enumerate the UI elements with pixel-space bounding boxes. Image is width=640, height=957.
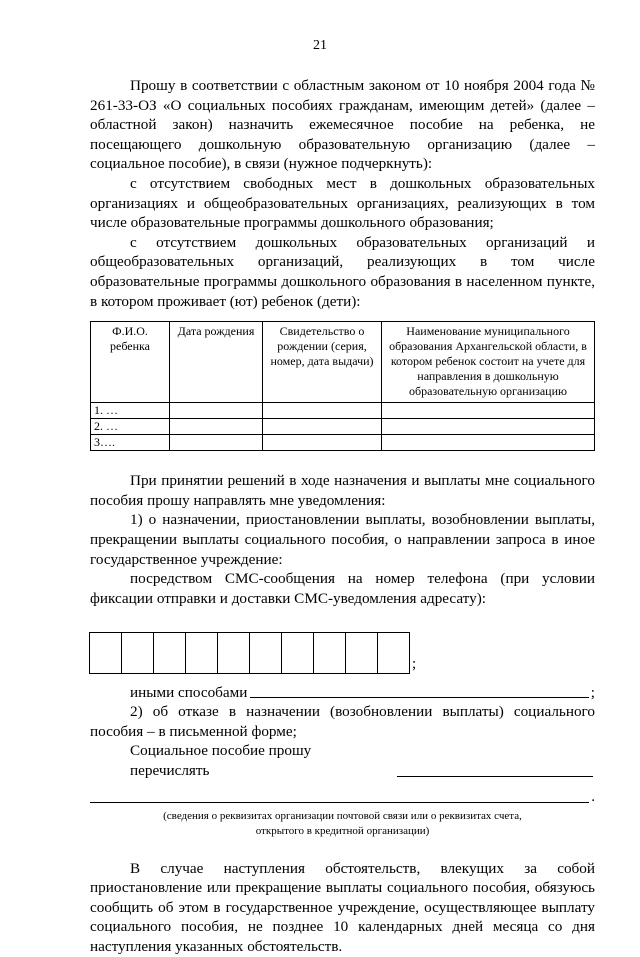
other-methods-label: иными способами (130, 683, 248, 701)
cell-birth-certificate[interactable] (263, 435, 382, 451)
notifications-intro: При принятии решений в ходе назначения и выплаты мне социального пособия прошу направлять мне уведомления: (90, 472, 595, 509)
cell-child-name[interactable]: 2. … (91, 419, 170, 435)
phone-digit-cell[interactable] (377, 632, 410, 674)
cell-birth-certificate[interactable] (263, 419, 382, 435)
intro-paragraph: Прошу в соответствии с областным законом от 10 ноября 2004 года № 261-33-ОЗ «О социальных пособиях гражданам, имеющим детей» (далее – областной закон) назначить ежемесячное пособие на ребенка, не посещающего дошкольную образовательную организацию (далее – социальное пособие), в связи (нужное подчеркнуть): (90, 77, 595, 173)
transfer-hint-line-1: (сведения о реквизитах организации почтовой связи или о реквизитах счета, (163, 809, 522, 822)
header-birth-certificate: Свидетельство о рождении (серия, номер, дата выдачи) (263, 322, 382, 403)
children-table (90, 321, 595, 451)
transfer-details-input[interactable] (397, 761, 593, 777)
table-header-row (91, 322, 595, 403)
header-municipality: Наименование муниципального образования Архангельской области, в котором ребенок состоит на учете для направления в дошкольную образовательную организацию (382, 322, 595, 403)
phone-digit-cell[interactable] (313, 632, 346, 674)
phone-number-field (90, 632, 595, 674)
cell-child-name[interactable]: 3…. (91, 435, 170, 451)
other-methods-row (90, 682, 595, 702)
reason-option-no-places[interactable]: с отсутствием свободных мест в дошкольных образовательных организациях и общеобразовательных организациях, реализующих в том числе образовательные программы дошкольного образования; (90, 174, 595, 232)
page-number: 21 (313, 38, 327, 53)
cell-municipality[interactable] (382, 419, 595, 435)
cell-municipality[interactable] (382, 403, 595, 419)
closing-paragraph: В случае наступления обстоятельств, влекущих за собой приостановление или прекращение выплаты социального пособия, обязуюсь сообщить об этом в государственное учреждение, осуществляющее выплату социального пособия, не позднее 10 календарных дней месяца со дня наступления указанных обстоятельств. (90, 859, 595, 956)
transfer-hint-line-2: открытого в кредитной организации) (255, 824, 430, 837)
transfer-row (90, 741, 595, 780)
phone-digit-cell[interactable] (153, 632, 186, 674)
sms-option[interactable]: посредством СМС-сообщения на номер телефона (при условии фиксации отправки и доставки СМС-уведомления адресату): (90, 570, 595, 607)
other-methods-input[interactable] (250, 682, 588, 698)
cell-birth-date[interactable] (170, 435, 263, 451)
table-row (91, 403, 595, 419)
transfer-details-input-continued[interactable] (90, 787, 589, 803)
phone-digit-cell[interactable] (345, 632, 378, 674)
cell-birth-date[interactable] (170, 403, 263, 419)
notification-item-2: 2) об отказе в назначении (возобновлении выплаты) социального пособия – в письменной форме; (90, 703, 595, 740)
cell-child-name[interactable]: 1. … (91, 403, 170, 419)
notification-item-1: 1) о назначении, приостановлении выплаты, возобновлении выплаты, прекращении выплаты социального пособия, о направлении запроса в иное государственное учреждение: (90, 511, 595, 568)
phone-suffix: ; (412, 655, 417, 672)
phone-digit-cell[interactable] (121, 632, 154, 674)
cell-birth-certificate[interactable] (263, 403, 382, 419)
transfer-details-line (90, 787, 595, 807)
phone-digit-cell[interactable] (185, 632, 218, 674)
transfer-label: Социальное пособие прошу перечислять (130, 742, 312, 780)
transfer-hint (90, 809, 595, 839)
cell-municipality[interactable] (382, 435, 595, 451)
phone-digit-cell[interactable] (281, 632, 314, 674)
application-form (90, 76, 595, 957)
phone-digit-cell[interactable] (249, 632, 282, 674)
transfer-end-mark: . (591, 788, 595, 806)
other-methods-suffix: ; (590, 683, 595, 701)
header-child-name: Ф.И.О. ребенка (91, 322, 170, 403)
phone-digit-cell[interactable] (89, 632, 122, 674)
table-row (91, 419, 595, 435)
phone-digit-cell[interactable] (217, 632, 250, 674)
table-row (91, 435, 595, 451)
header-birth-date: Дата рождения (170, 322, 263, 403)
cell-birth-date[interactable] (170, 419, 263, 435)
reason-option-no-organizations[interactable]: с отсутствием дошкольных образовательных организаций и общеобразовательных организаций, реализующих в том числе образовательные программы дошкольного образования в населенном пункте, в котором проживает (ют) ребенок (дети): (90, 233, 595, 310)
